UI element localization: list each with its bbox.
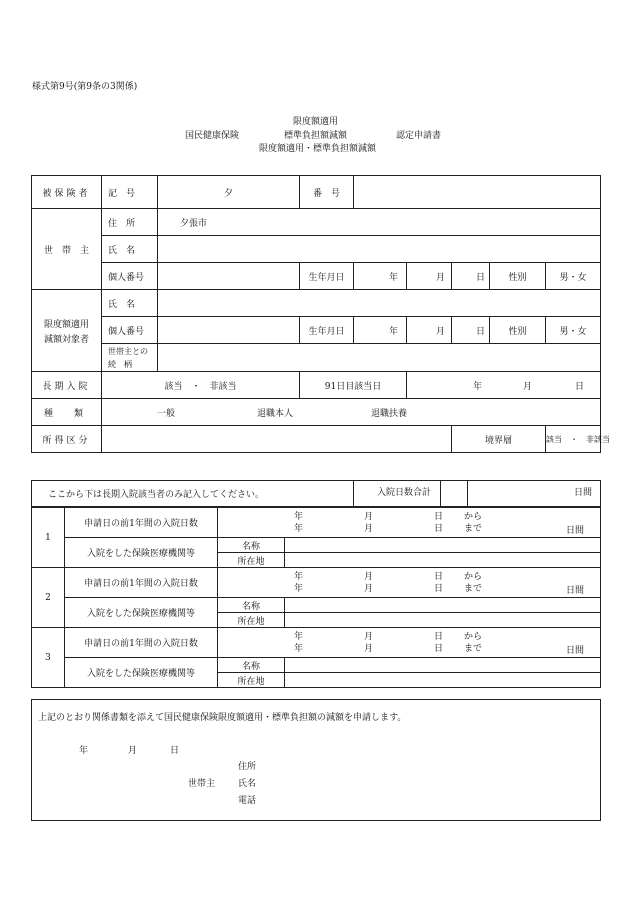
entry-fac-name-value[interactable] [285,538,601,553]
bangou-label: 番 号 [300,176,354,209]
main-info-table [31,175,610,453]
entry-period: 年 月 日 から 年 月 日 まで [294,572,483,594]
entry-days-value[interactable] [218,568,601,598]
entry-fac-name-value[interactable] [285,658,601,673]
relation-label: 世帯主との 続 柄 [102,344,158,372]
hh-address-value[interactable]: 夕張市 [158,209,601,236]
hh-mynumber-label: 個人番号 [102,263,158,290]
total-divider [353,480,354,507]
hh-birth-year[interactable]: 年 [354,263,407,290]
entry-days-unit: 日間 [565,586,584,596]
day91-label: 91日目該当日 [300,372,407,399]
boundary-value[interactable]: 該当 ・ 非該当 [546,426,601,453]
entry-fac-name-label: 名称 [218,658,285,673]
entry-number: 2 [32,568,65,628]
hh-name-value[interactable] [158,236,601,263]
entry-fac-addr-label: 所在地 [218,673,285,688]
decl-month[interactable]: 月 [128,746,138,756]
kigou-value[interactable]: 夕 [158,176,300,209]
title-line2-mid: 標準負担額減額 [284,131,348,141]
householder-label: 世 帯 主 [32,209,102,290]
target-birth-month[interactable]: 月 [407,317,452,344]
long-stay-label: 長期入院 [32,372,102,399]
target-sex-label: 性別 [490,317,546,344]
long-stay-applicable[interactable]: 該当 ・ 非該当 [102,372,300,399]
target-sex-value[interactable]: 男・女 [546,317,601,344]
entry-days-value[interactable] [218,628,601,658]
entry-period: 年 月 日 から 年 月 日 まで [294,632,483,654]
entry-days-label: 申請日の前1年間の入院日数 [65,568,218,598]
income-value[interactable] [102,426,452,453]
day91-date[interactable]: 年 月 日 [407,372,601,399]
kind-options[interactable]: 一般 退職本人 退職扶養 [102,399,601,426]
entry-days-value[interactable] [218,508,601,538]
entry-days-label: 申請日の前1年間の入院日数 [65,628,218,658]
entry-fac-name-label: 名称 [218,538,285,553]
decl-phone-label: 電話 [238,796,257,806]
entry-number: 1 [32,508,65,568]
target-label: 限度額適用 減額対象者 [32,290,102,372]
entry-row-1 [31,507,601,568]
entry-fac-addr-value[interactable] [285,553,601,568]
entry-fac-name-value[interactable] [285,598,601,613]
boundary-label: 境界層 [452,426,546,453]
long-stay-table [31,480,601,507]
hh-sex-label: 性別 [490,263,546,290]
target-mynumber-value[interactable] [158,317,300,344]
title-line1: 限度額適用 [293,117,339,127]
hh-birth-label: 生年月日 [300,263,354,290]
entry-facility-label: 入院をした保険医療機関等 [65,538,218,568]
notice-text: ここから下は長期入院該当者のみ記入してください。 [32,481,441,507]
entry-days-label: 申請日の前1年間の入院日数 [65,508,218,538]
entry-row-3 [31,627,601,688]
target-mynumber-label: 個人番号 [102,317,158,344]
entry-fac-addr-value[interactable] [285,613,601,628]
kigou-label: 記 号 [102,176,158,209]
decl-address-label: 住所 [238,762,257,772]
income-label: 所得区分 [32,426,102,453]
hh-address-label: 住 所 [102,209,158,236]
decl-year[interactable]: 年 [79,746,89,756]
entry-fac-addr-label: 所在地 [218,553,285,568]
title-line3: 限度額適用・標準負担額減額 [259,144,377,154]
title-line2-right: 認定申請書 [396,131,442,141]
hh-mynumber-value[interactable] [158,263,300,290]
hh-sex-value[interactable]: 男・女 [546,263,601,290]
entry-facility-label: 入院をした保険医療機関等 [65,598,218,628]
target-birth-year[interactable]: 年 [354,317,407,344]
entry-days-unit: 日間 [565,646,584,656]
target-name-label: 氏 名 [102,290,158,317]
decl-householder-label: 世帯主 [188,779,216,789]
hh-name-label: 氏 名 [102,236,158,263]
entry-row-2 [31,567,601,628]
total-days-unit: 日間 [574,488,593,498]
target-birth-day[interactable]: 日 [452,317,490,344]
insured-label: 被保険者 [32,176,102,209]
entry-facility-label: 入院をした保険医療機関等 [65,658,218,688]
entry-fac-name-label: 名称 [218,598,285,613]
title-line2-left: 国民健康保険 [185,131,240,141]
bangou-value[interactable] [354,176,601,209]
target-name-value[interactable] [158,290,601,317]
relation-value[interactable] [158,344,601,372]
hh-birth-month[interactable]: 月 [407,263,452,290]
entry-days-unit: 日間 [565,526,584,536]
hh-birth-day[interactable]: 日 [452,263,490,290]
entry-fac-addr-label: 所在地 [218,613,285,628]
form-id: 様式第9号(第9条の3関係) [32,82,138,92]
total-days-label: 入院日数合計 [377,488,432,498]
total-divider-2 [467,480,468,507]
decl-name-label: 氏名 [238,779,257,789]
entry-number: 3 [32,628,65,688]
kind-label: 種 類 [32,399,102,426]
entry-period: 年 月 日 から 年 月 日 まで [294,512,483,534]
decl-day[interactable]: 日 [170,746,180,756]
entry-fac-addr-value[interactable] [285,673,601,688]
target-birth-label: 生年月日 [300,317,354,344]
declaration-text: 上記のとおり関係書類を添えて国民健康保険限度額適用・標準負担額の減額を申請します。 [38,713,407,723]
